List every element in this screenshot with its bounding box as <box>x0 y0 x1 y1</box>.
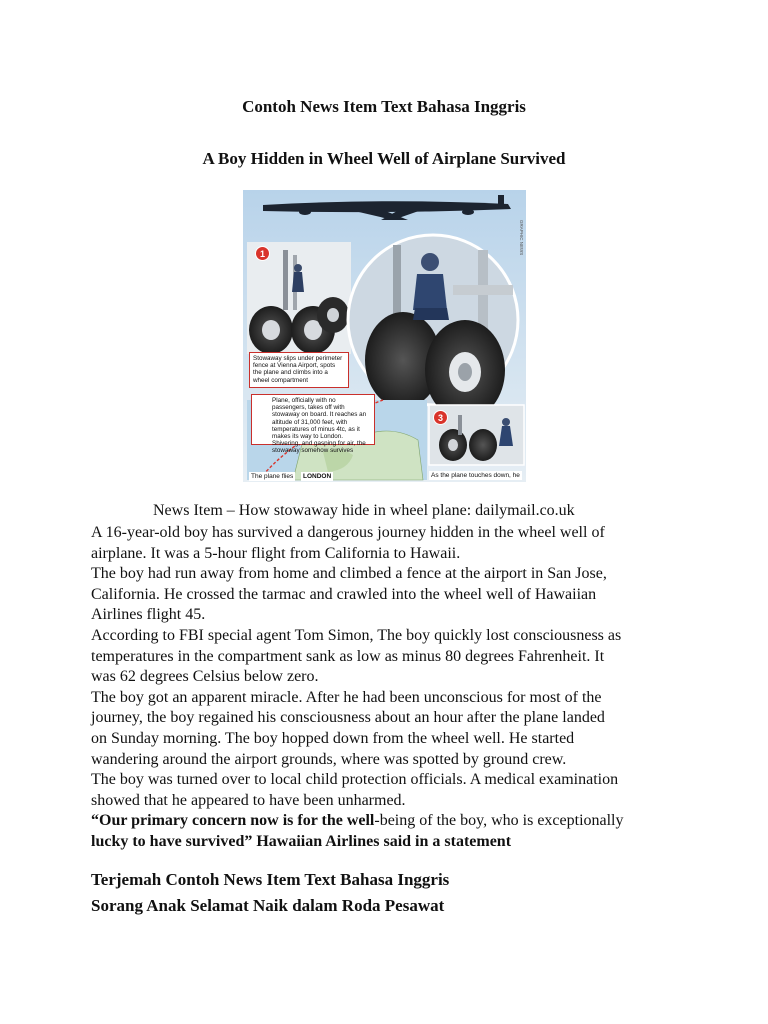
text-line: The boy got an apparent miracle. After he had been unconscious for most of the <box>91 688 602 706</box>
quote-attribution: Hawaiian Airlines said in a statement <box>252 832 512 850</box>
text-line: Airlines flight 45. <box>91 606 206 624</box>
article-paragraph <box>91 626 691 688</box>
quote-bold-part: “Our primary concern now is for the well <box>91 812 375 830</box>
quote-regular-part: -being of the boy, who is exceptionally <box>374 812 624 830</box>
airline-quote <box>91 811 691 852</box>
article-paragraph <box>91 523 691 564</box>
text-line: was 62 degrees Celsius below zero. <box>91 668 319 686</box>
step-1-caption: Stowaway slips under perimeter fence at Vienna Airport, spots the plane and climbs into a wheel compartment <box>249 352 349 388</box>
text-line: on Sunday morning. The boy hopped down from the wheel well. He started <box>91 729 575 747</box>
step-2-caption: Plane, officially with no passengers, takes off with stowaway on board. It reaches an altitude of 31,000 feet, with temperatures of minus 4tc, as it makes its way to London. Shivering, and gasping for air, the stowaway somehow survives <box>251 394 375 445</box>
translation-headline: Sorang Anak Selamat Naik dalam Roda Pesawat <box>91 896 445 915</box>
translation-title: Terjemah Contoh News Item Text Bahasa Inggris <box>91 870 450 889</box>
quote-bold-part: lucky to have survived” <box>91 832 253 850</box>
text-line: California. He crossed the tarmac and crawled into the wheel well of Hawaiian <box>91 585 597 603</box>
stowaway-infographic <box>243 190 526 482</box>
step-3-caption: As the plane touches down, he <box>431 472 520 479</box>
text-line: wandering around the airport grounds, where was spotted by ground crew. <box>91 750 567 768</box>
text-line: airplane. It was a 5-hour flight from California to Hawaii. <box>91 544 461 562</box>
step-3-badge: 3 <box>433 410 448 425</box>
article-body <box>91 523 691 853</box>
news-headline: A Boy Hidden in Wheel Well of Airplane Survived <box>202 149 566 168</box>
text-line: The boy was turned over to local child protection officials. A medical examination <box>91 771 619 789</box>
text-line: The boy had run away from home and climbed a fence at the airport in San Jose, <box>91 565 607 583</box>
text-line: journey, the boy regained his consciousness about an hour after the plane landed <box>91 709 605 727</box>
document-title: Contoh News Item Text Bahasa Inggris <box>242 97 526 116</box>
article-paragraph <box>91 688 691 770</box>
text-line: temperatures in the compartment sank as low as minus 80 degrees Fahrenheit. It <box>91 647 605 665</box>
article-paragraph <box>91 564 691 626</box>
quote-line-2 <box>91 832 691 853</box>
map-city-label: LONDON <box>303 473 332 480</box>
text-line: According to FBI special agent Tom Simon, The boy quickly lost consciousness as <box>91 626 622 644</box>
text-line: showed that he appeared to have been unharmed. <box>91 791 406 809</box>
map-route-label: The plane flies <box>251 473 294 480</box>
graphic-credit: GRAPHIC NEWS <box>519 220 524 256</box>
text-line: A 16-year-old boy has survived a dangerous journey hidden in the wheel well of <box>91 524 605 541</box>
quote-line-1 <box>91 811 691 832</box>
step-1-badge: 1 <box>255 246 270 261</box>
article-paragraph <box>91 770 691 811</box>
figure-caption: News Item – How stowaway hide in wheel plane: dailymail.co.uk <box>153 502 575 519</box>
